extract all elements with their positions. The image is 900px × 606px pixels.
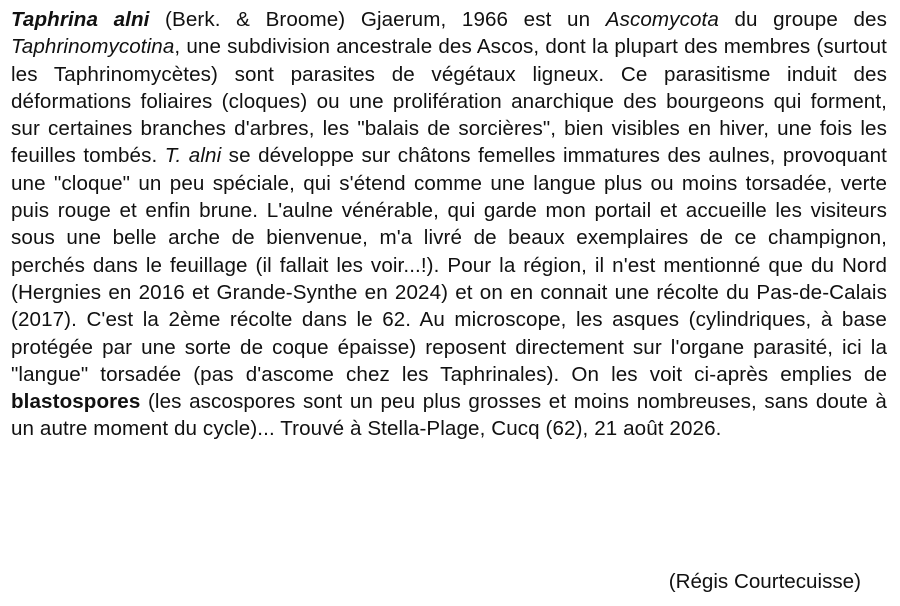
paragraph-text-c: se développe sur châtons femelles immatures des aulnes, provoquant une "cloque" un peu spéciale, qui s'étend comme une langue plus ou moins torsadée, verte puis rouge et enfin brune. L'aulne vénérable, qui garde mon portail et accueille les visiteurs sous une belle arche de bienvenue, m'a livré de beaux exemplaires de ce champignon, perchés dans le feuillage (il fallait les voir...!). Pour la région, il n'est mentionné que du Nord (Hergnies en 2016 et Grande-Synthe en 2024) et on en connait une récolte du Pas-de-Calais (2017). C'est la 2ème récolte dans le 62. Au microscope, les asques (cylindriques, à base protégée par une sorte de coque épaisse) reposent directement sur l'organe parasité, ici la "langue" torsadée (pas d'ascome chez les Taphrinales). On les voit ci-après emplies de [11,144,887,386]
description-text-block [11,6,887,443]
species-authority: (Berk. & Broome) Gjaerum, 1966 est un [149,8,606,31]
author-signature: (Régis Courtecuisse) [668,570,861,593]
species-name: Taphrina alni [11,8,150,31]
phylum-name: Ascomycota [605,8,719,31]
description-paragraph [11,6,887,443]
paragraph-text-a: du groupe des [718,8,887,31]
blastospores-keyword: blastospores [11,390,141,414]
species-abbreviation: T. alni [164,144,222,168]
subphylum-name: Taphrinomycotina [11,35,175,59]
paragraph-text-d: (les ascospores sont un peu plus grosses et moins nombreuses, sans doute à un autre moment du cycle)... Trouvé à Stella-Plage, Cucq (62), 21 août 2026. [11,390,887,441]
paragraph-text-b: , une subdivision ancestrale des Ascos, dont la plupart des membres (surtout les Taphrinomycètes) sont parasites de végétaux ligneux. Ce parasitisme induit des déformations foliaires (cloques) ou une prolifération anarchique des bourgeons qui forment, sur certaines branches d'arbres, les "balais de sorcières", bien visibles en hiver, une fois les feuilles tombés. [11,35,887,168]
